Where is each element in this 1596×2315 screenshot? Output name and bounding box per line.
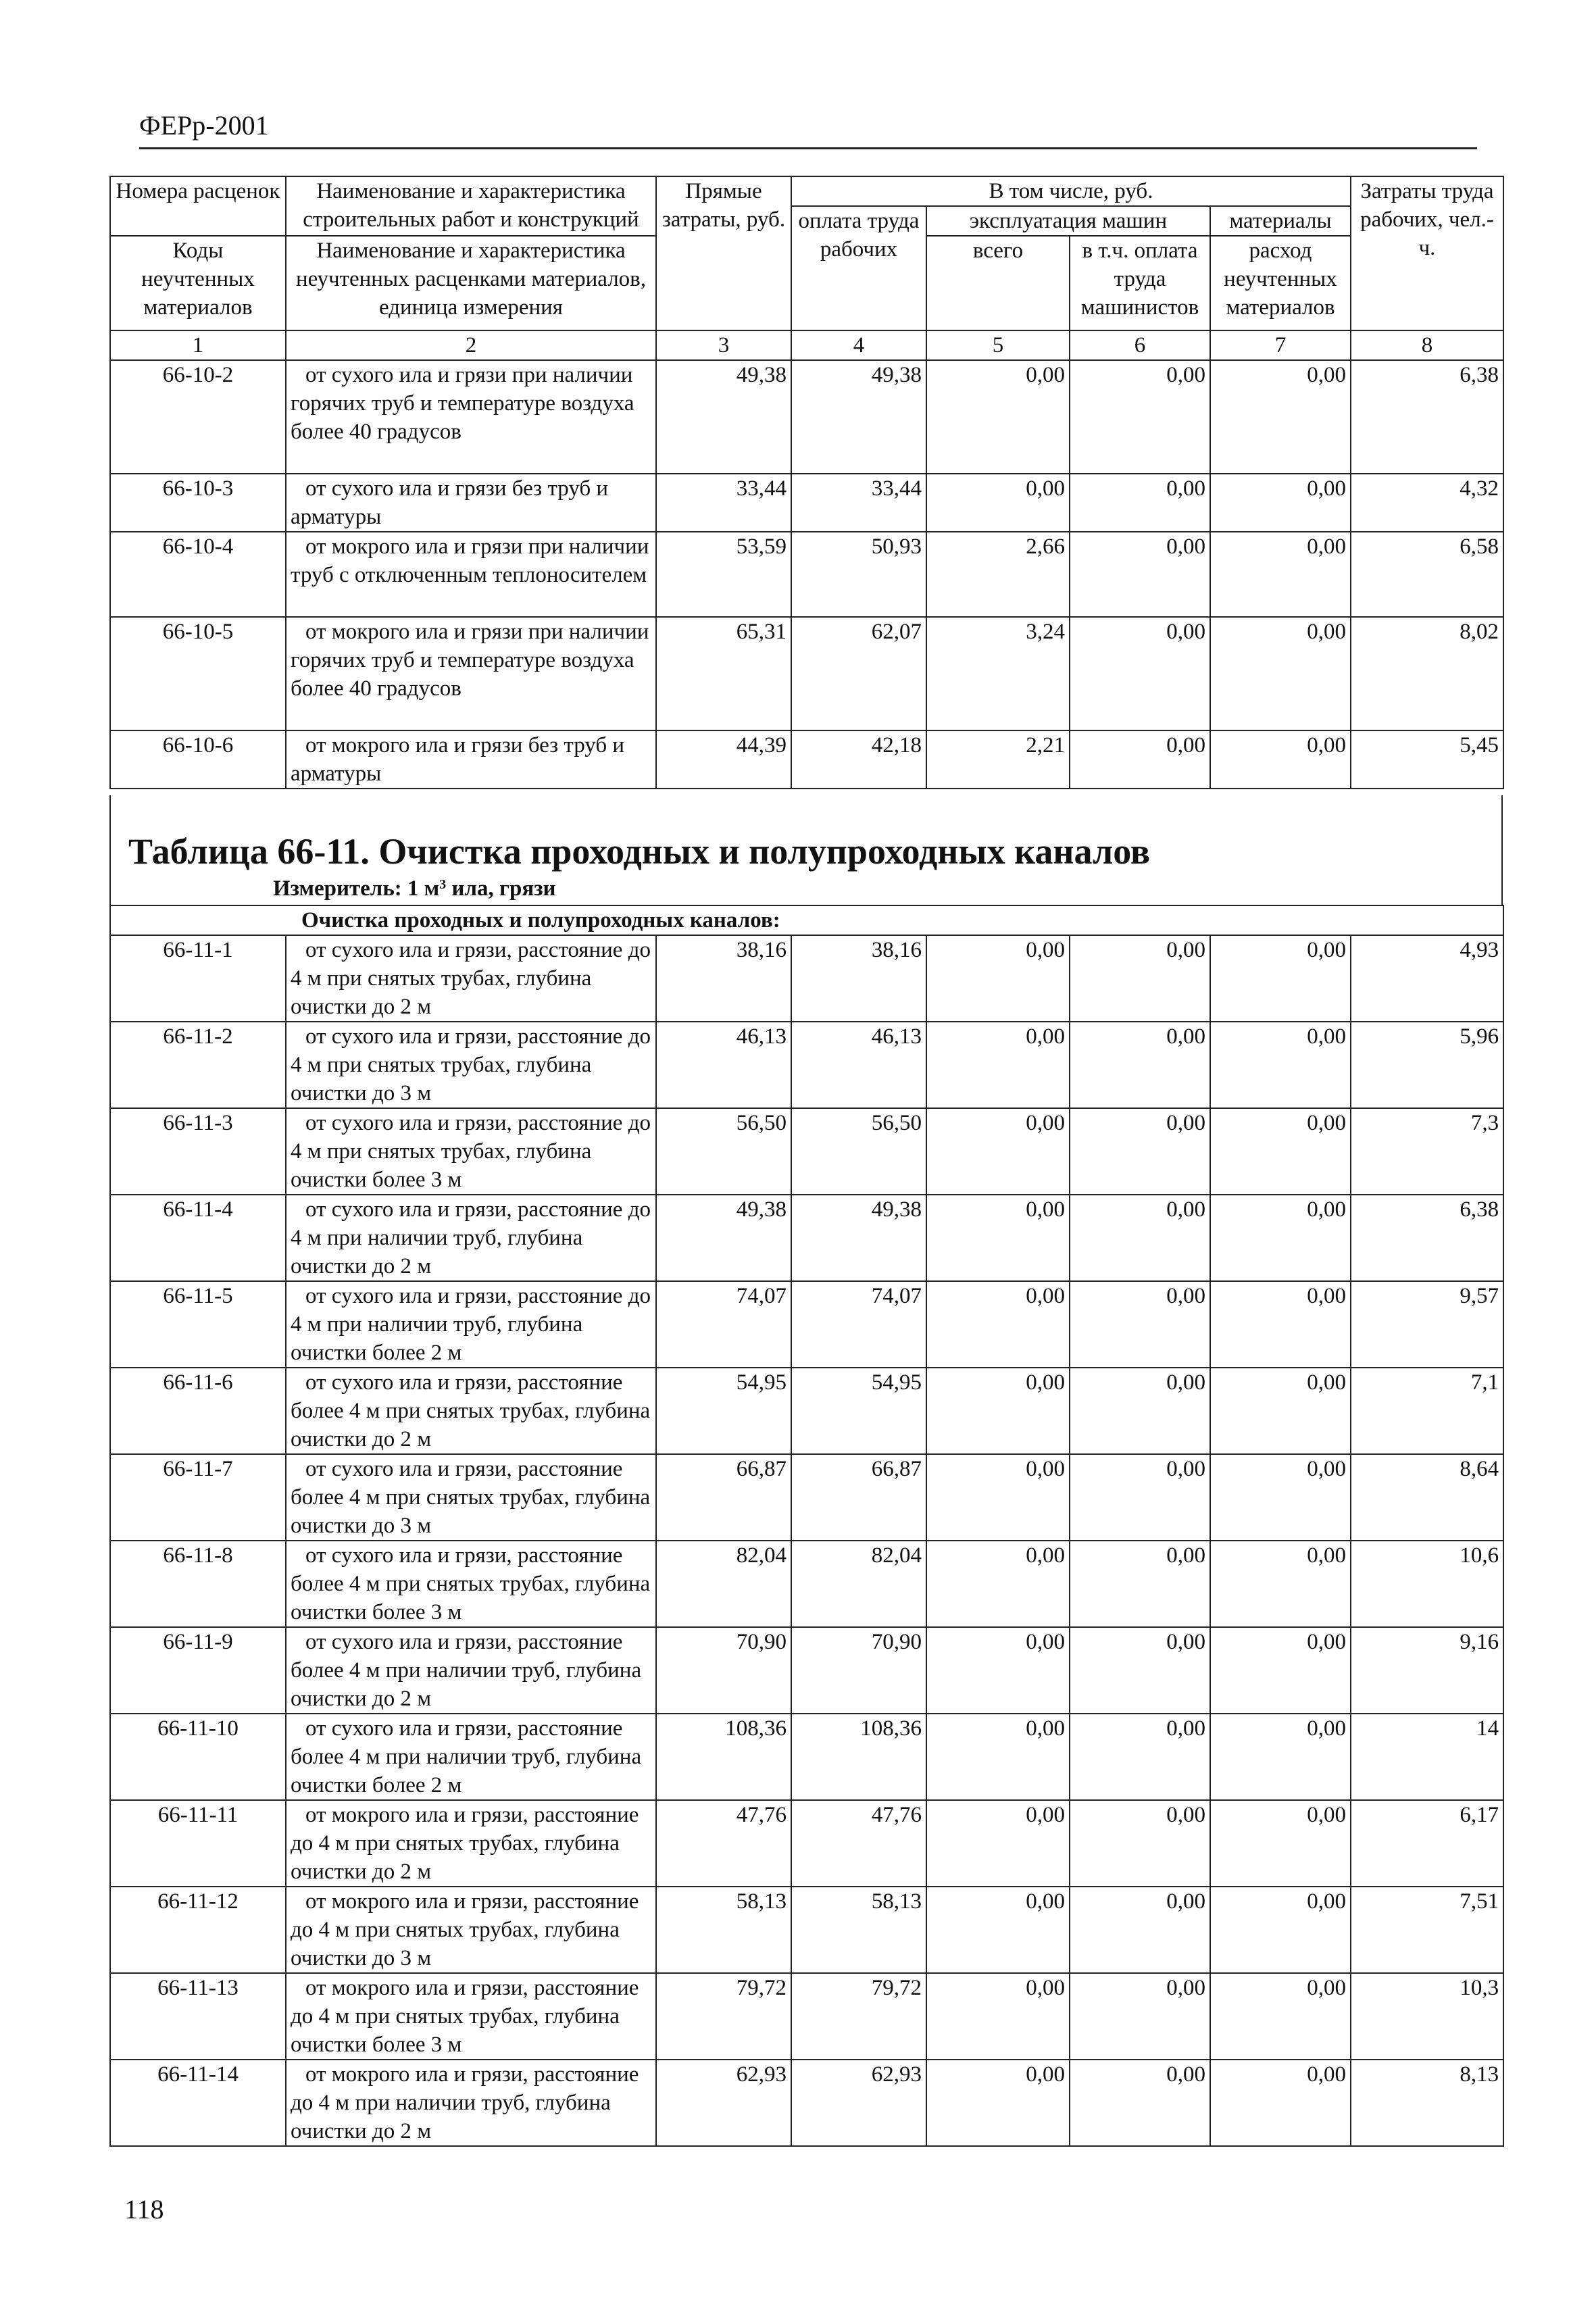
header-work-name: Наименование и характеристика строительных работ и конструкций bbox=[286, 176, 656, 236]
work-description: от сухого ила и грязи, расстояние более 4 м при снятых трубах, глубина очистки до 3 м bbox=[286, 1454, 656, 1541]
direct-costs-value: 82,04 bbox=[656, 1541, 791, 1627]
direct-costs-value: 74,07 bbox=[656, 1281, 791, 1368]
worker-pay-value: 66,87 bbox=[791, 1454, 926, 1541]
machinist-pay-value: 0,00 bbox=[1070, 1195, 1210, 1281]
material-use-value: 0,00 bbox=[1210, 1541, 1351, 1627]
page-number: 118 bbox=[124, 2194, 164, 2224]
table-row bbox=[110, 1281, 1503, 1368]
column-number: 2 bbox=[286, 330, 656, 360]
table-row bbox=[110, 1973, 1503, 2060]
worker-pay-value: 58,13 bbox=[791, 1887, 926, 1973]
material-use-value: 0,00 bbox=[1210, 1281, 1351, 1368]
machinist-pay-value: 0,00 bbox=[1070, 1973, 1210, 2060]
work-description: от сухого ила и грязи, расстояние более 4 м при снятых трубах, глубина очистки до 2 м bbox=[286, 1368, 656, 1454]
worker-pay-value: 79,72 bbox=[791, 1973, 926, 2060]
machines-total-value: 0,00 bbox=[926, 1800, 1070, 1887]
rate-code: 66-10-6 bbox=[110, 730, 286, 789]
rate-code: 66-11-14 bbox=[110, 2060, 286, 2146]
machinist-pay-value: 0,00 bbox=[1070, 1454, 1210, 1541]
rate-code: 66-11-4 bbox=[110, 1195, 286, 1281]
material-use-value: 0,00 bbox=[1210, 1714, 1351, 1800]
table-row bbox=[110, 532, 1503, 617]
machines-total-value: 0,00 bbox=[926, 1368, 1070, 1454]
machinist-pay-value: 0,00 bbox=[1070, 1541, 1210, 1627]
measure-unit: Измеритель: 1 $м^3$ ила, грязи bbox=[273, 876, 556, 901]
direct-costs-value: 108,36 bbox=[656, 1714, 791, 1800]
labor-hours-value: 6,38 bbox=[1351, 360, 1503, 474]
work-description: от сухого ила и грязи без труб и арматуры bbox=[286, 474, 656, 532]
header-labor-hours: Затраты труда рабочих, чел.-ч. bbox=[1351, 176, 1503, 330]
direct-costs-value: 58,13 bbox=[656, 1887, 791, 1973]
worker-pay-value: 49,38 bbox=[791, 360, 926, 474]
worker-pay-value: 46,13 bbox=[791, 1022, 926, 1108]
table-row bbox=[110, 1887, 1503, 1973]
material-use-value: 0,00 bbox=[1210, 730, 1351, 789]
direct-costs-value: 49,38 bbox=[656, 360, 791, 474]
work-description: от сухого ила и грязи при наличии горячих труб и температуре воздуха более 40 градусов bbox=[286, 360, 656, 474]
machinist-pay-value: 0,00 bbox=[1070, 730, 1210, 789]
labor-hours-value: 4,93 bbox=[1351, 935, 1503, 1022]
header-materials: материалы bbox=[1210, 206, 1351, 236]
machinist-pay-value: 0,00 bbox=[1070, 532, 1210, 617]
work-description: от сухого ила и грязи, расстояние более 4 м при наличии труб, глубина очистки более 2 м bbox=[286, 1714, 656, 1800]
machinist-pay-value: 0,00 bbox=[1070, 1627, 1210, 1714]
labor-hours-value: 7,3 bbox=[1351, 1108, 1503, 1195]
worker-pay-value: 47,76 bbox=[791, 1800, 926, 1887]
rate-code: 66-10-2 bbox=[110, 360, 286, 474]
material-use-value: 0,00 bbox=[1210, 1800, 1351, 1887]
worker-pay-value: 62,93 bbox=[791, 2060, 926, 2146]
labor-hours-value: 5,96 bbox=[1351, 1022, 1503, 1108]
header-material-codes: Коды неучтенных материалов bbox=[110, 236, 286, 330]
machines-total-value: 0,00 bbox=[926, 1541, 1070, 1627]
work-description: от сухого ила и грязи, расстояние до 4 м при наличии труб, глубина очистки более 2 м bbox=[286, 1281, 656, 1368]
direct-costs-value: 54,95 bbox=[656, 1368, 791, 1454]
table-row bbox=[110, 1108, 1503, 1195]
machinist-pay-value: 0,00 bbox=[1070, 1108, 1210, 1195]
header-material-name: Наименование и характеристика неучтенных расценками материалов, единица измерения bbox=[286, 236, 656, 330]
labor-hours-value: 10,6 bbox=[1351, 1541, 1503, 1627]
machinist-pay-value: 0,00 bbox=[1070, 1800, 1210, 1887]
header-machines: эксплуатация машин bbox=[926, 206, 1210, 236]
header-rate-numbers: Номера расценок bbox=[110, 176, 286, 236]
worker-pay-value: 49,38 bbox=[791, 1195, 926, 1281]
rate-code: 66-11-13 bbox=[110, 1973, 286, 2060]
rate-code: 66-10-3 bbox=[110, 474, 286, 532]
table-row bbox=[110, 1454, 1503, 1541]
column-number: 3 bbox=[656, 330, 791, 360]
work-description: от мокрого ила и грязи, расстояние до 4 м при наличии труб, глубина очистки до 2 м bbox=[286, 2060, 656, 2146]
machines-total-value: 0,00 bbox=[926, 1714, 1070, 1800]
material-use-value: 0,00 bbox=[1210, 1627, 1351, 1714]
labor-hours-value: 14 bbox=[1351, 1714, 1503, 1800]
table-row bbox=[110, 1541, 1503, 1627]
machinist-pay-value: 0,00 bbox=[1070, 360, 1210, 474]
header-including: В том числе, руб. bbox=[791, 176, 1351, 206]
machines-total-value: 0,00 bbox=[926, 1281, 1070, 1368]
table-row bbox=[110, 360, 1503, 474]
labor-hours-value: 9,57 bbox=[1351, 1281, 1503, 1368]
machinist-pay-value: 0,00 bbox=[1070, 935, 1210, 1022]
labor-hours-value: 6,17 bbox=[1351, 1800, 1503, 1887]
rate-code: 66-11-5 bbox=[110, 1281, 286, 1368]
table-row bbox=[110, 935, 1503, 1022]
worker-pay-value: 42,18 bbox=[791, 730, 926, 789]
machines-total-value: 2,66 bbox=[926, 532, 1070, 617]
table-row bbox=[110, 1368, 1503, 1454]
direct-costs-value: 62,93 bbox=[656, 2060, 791, 2146]
machinist-pay-value: 0,00 bbox=[1070, 2060, 1210, 2146]
worker-pay-value: 56,50 bbox=[791, 1108, 926, 1195]
rate-code: 66-10-5 bbox=[110, 617, 286, 730]
header-direct-costs: Прямые затраты, руб. bbox=[656, 176, 791, 330]
material-use-value: 0,00 bbox=[1210, 474, 1351, 532]
machines-total-value: 0,00 bbox=[926, 935, 1070, 1022]
work-description: от сухого ила и грязи, расстояние более 4 м при снятых трубах, глубина очистки более 3 м bbox=[286, 1541, 656, 1627]
labor-hours-value: 10,3 bbox=[1351, 1973, 1503, 2060]
machinist-pay-value: 0,00 bbox=[1070, 1887, 1210, 1973]
rate-code: 66-11-3 bbox=[110, 1108, 286, 1195]
machines-total-value: 0,00 bbox=[926, 1627, 1070, 1714]
material-use-value: 0,00 bbox=[1210, 1368, 1351, 1454]
worker-pay-value: 33,44 bbox=[791, 474, 926, 532]
table-row bbox=[110, 617, 1503, 730]
direct-costs-value: 70,90 bbox=[656, 1627, 791, 1714]
machines-total-value: 2,21 bbox=[926, 730, 1070, 789]
machinist-pay-value: 0,00 bbox=[1070, 474, 1210, 532]
column-number: 5 bbox=[926, 330, 1070, 360]
table-row bbox=[110, 1627, 1503, 1714]
work-description: от мокрого ила и грязи без труб и арматуры bbox=[286, 730, 656, 789]
labor-hours-value: 6,38 bbox=[1351, 1195, 1503, 1281]
labor-hours-value: 8,02 bbox=[1351, 617, 1503, 730]
worker-pay-value: 82,04 bbox=[791, 1541, 926, 1627]
header-material-use: расход неучтенных материалов bbox=[1210, 236, 1351, 330]
header-worker-pay: оплата труда рабочих bbox=[791, 206, 926, 330]
machinist-pay-value: 0,00 bbox=[1070, 1368, 1210, 1454]
machines-total-value: 3,24 bbox=[926, 617, 1070, 730]
worker-pay-value: 70,90 bbox=[791, 1627, 926, 1714]
worker-pay-value: 54,95 bbox=[791, 1368, 926, 1454]
material-use-value: 0,00 bbox=[1210, 1454, 1351, 1541]
labor-hours-value: 6,58 bbox=[1351, 532, 1503, 617]
labor-hours-value: 8,64 bbox=[1351, 1454, 1503, 1541]
labor-hours-value: 7,1 bbox=[1351, 1368, 1503, 1454]
machines-total-value: 0,00 bbox=[926, 1195, 1070, 1281]
work-description: от мокрого ила и грязи при наличии труб с отключенным теплоносителем bbox=[286, 532, 656, 617]
work-description: от мокрого ила и грязи, расстояние до 4 м при снятых трубах, глубина очистки до 3 м bbox=[286, 1887, 656, 1973]
document-header: ФЕРр-2001 bbox=[139, 110, 269, 141]
work-description: от сухого ила и грязи, расстояние до 4 м при наличии труб, глубина очистки до 2 м bbox=[286, 1195, 656, 1281]
table-title: Таблица 66-11. Очистка проходных и полупроходных каналов bbox=[128, 831, 1151, 872]
rate-code: 66-11-7 bbox=[110, 1454, 286, 1541]
column-number: 6 bbox=[1070, 330, 1210, 360]
worker-pay-value: 62,07 bbox=[791, 617, 926, 730]
work-description: от сухого ила и грязи, расстояние до 4 м при снятых трубах, глубина очистки до 3 м bbox=[286, 1022, 656, 1108]
table-row bbox=[110, 1195, 1503, 1281]
header-machinist-pay: в т.ч. оплата труда машинистов bbox=[1070, 236, 1210, 330]
labor-hours-value: 8,13 bbox=[1351, 2060, 1503, 2146]
rates-table-66-10 bbox=[109, 176, 1504, 789]
material-use-value: 0,00 bbox=[1210, 2060, 1351, 2146]
direct-costs-value: 66,87 bbox=[656, 1454, 791, 1541]
column-number: 4 bbox=[791, 330, 926, 360]
direct-costs-value: 79,72 bbox=[656, 1973, 791, 2060]
direct-costs-value: 38,16 bbox=[656, 935, 791, 1022]
worker-pay-value: 38,16 bbox=[791, 935, 926, 1022]
worker-pay-value: 74,07 bbox=[791, 1281, 926, 1368]
column-number: 7 bbox=[1210, 330, 1351, 360]
table-row bbox=[110, 474, 1503, 532]
labor-hours-value: 9,16 bbox=[1351, 1627, 1503, 1714]
material-use-value: 0,00 bbox=[1210, 1195, 1351, 1281]
material-use-value: 0,00 bbox=[1210, 360, 1351, 474]
material-use-value: 0,00 bbox=[1210, 1022, 1351, 1108]
machines-total-value: 0,00 bbox=[926, 2060, 1070, 2146]
work-description: от сухого ила и грязи, расстояние до 4 м при снятых трубах, глубина очистки до 2 м bbox=[286, 935, 656, 1022]
column-number: 1 bbox=[110, 330, 286, 360]
table-title-block bbox=[109, 795, 1503, 905]
labor-hours-value: 5,45 bbox=[1351, 730, 1503, 789]
table-row bbox=[110, 1022, 1503, 1108]
labor-hours-value: 7,51 bbox=[1351, 1887, 1503, 1973]
work-description: от мокрого ила и грязи, расстояние до 4 м при снятых трубах, глубина очистки более 3 м bbox=[286, 1973, 656, 2060]
direct-costs-value: 56,50 bbox=[656, 1108, 791, 1195]
rate-code: 66-11-9 bbox=[110, 1627, 286, 1714]
worker-pay-value: 108,36 bbox=[791, 1714, 926, 1800]
material-use-value: 0,00 bbox=[1210, 1108, 1351, 1195]
machines-total-value: 0,00 bbox=[926, 1887, 1070, 1973]
machinist-pay-value: 0,00 bbox=[1070, 1281, 1210, 1368]
direct-costs-value: 46,13 bbox=[656, 1022, 791, 1108]
work-description: от сухого ила и грязи, расстояние более 4 м при наличии труб, глубина очистки до 2 м bbox=[286, 1627, 656, 1714]
direct-costs-value: 65,31 bbox=[656, 617, 791, 730]
header-machines-total: всего bbox=[926, 236, 1070, 330]
rate-code: 66-11-10 bbox=[110, 1714, 286, 1800]
machines-total-value: 0,00 bbox=[926, 1022, 1070, 1108]
column-number: 8 bbox=[1351, 330, 1503, 360]
worker-pay-value: 50,93 bbox=[791, 532, 926, 617]
rate-code: 66-11-11 bbox=[110, 1800, 286, 1887]
rate-code: 66-11-1 bbox=[110, 935, 286, 1022]
table-row bbox=[110, 2060, 1503, 2146]
machines-total-value: 0,00 bbox=[926, 1108, 1070, 1195]
machinist-pay-value: 0,00 bbox=[1070, 1714, 1210, 1800]
machines-total-value: 0,00 bbox=[926, 360, 1070, 474]
machinist-pay-value: 0,00 bbox=[1070, 1022, 1210, 1108]
rate-code: 66-11-12 bbox=[110, 1887, 286, 1973]
machines-total-value: 0,00 bbox=[926, 1973, 1070, 2060]
rate-code: 66-11-6 bbox=[110, 1368, 286, 1454]
material-use-value: 0,00 bbox=[1210, 1887, 1351, 1973]
work-description: от мокрого ила и грязи, расстояние до 4 м при снятых трубах, глубина очистки до 2 м bbox=[286, 1800, 656, 1887]
direct-costs-value: 53,59 bbox=[656, 532, 791, 617]
machines-total-value: 0,00 bbox=[926, 474, 1070, 532]
direct-costs-value: 47,76 bbox=[656, 1800, 791, 1887]
rates-table-66-11 bbox=[109, 905, 1504, 2147]
material-use-value: 0,00 bbox=[1210, 935, 1351, 1022]
machines-total-value: 0,00 bbox=[926, 1454, 1070, 1541]
table-row bbox=[110, 730, 1503, 789]
work-description: от сухого ила и грязи, расстояние до 4 м при снятых трубах, глубина очистки более 3 м bbox=[286, 1108, 656, 1195]
material-use-value: 0,00 bbox=[1210, 1973, 1351, 2060]
labor-hours-value: 4,32 bbox=[1351, 474, 1503, 532]
rate-code: 66-11-8 bbox=[110, 1541, 286, 1627]
direct-costs-value: 33,44 bbox=[656, 474, 791, 532]
material-use-value: 0,00 bbox=[1210, 617, 1351, 730]
rate-code: 66-11-2 bbox=[110, 1022, 286, 1108]
direct-costs-value: 44,39 bbox=[656, 730, 791, 789]
machinist-pay-value: 0,00 bbox=[1070, 617, 1210, 730]
direct-costs-value: 49,38 bbox=[656, 1195, 791, 1281]
table-row bbox=[110, 1714, 1503, 1800]
work-description: от мокрого ила и грязи при наличии горячих труб и температуре воздуха более 40 градусов bbox=[286, 617, 656, 730]
rate-code: 66-10-4 bbox=[110, 532, 286, 617]
material-use-value: 0,00 bbox=[1210, 532, 1351, 617]
table-row bbox=[110, 1800, 1503, 1887]
header-rule bbox=[139, 147, 1477, 149]
section-heading: Очистка проходных и полупроходных каналов: bbox=[110, 905, 1503, 935]
